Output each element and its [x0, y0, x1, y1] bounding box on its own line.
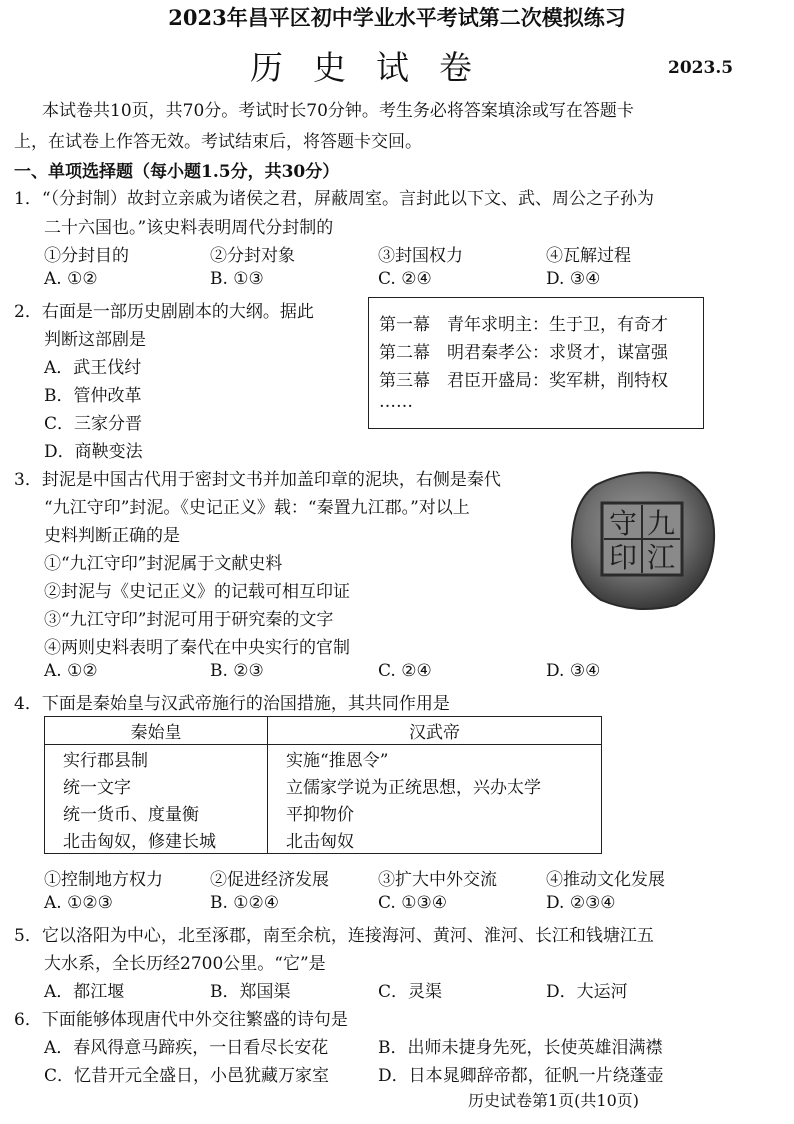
q5-option-b[interactable]: B．郑国渠: [210, 982, 291, 1002]
seal-glyph-2: 江: [646, 541, 676, 574]
q1-option-a[interactable]: A. ①②: [44, 269, 98, 289]
q4-stem: 4．下面是秦始皇与汉武帝施行的治国措施，其共同作用是: [14, 694, 450, 714]
q6-option-d[interactable]: D．日本晁卿辞帝都，征帆一片绕蓬壶: [378, 1066, 664, 1086]
section-heading: 一、单项选择题（每小题1.5分，共30分）: [14, 162, 340, 182]
q3-item-1: ①“九江守印”封泥属于文献史料: [44, 554, 283, 574]
q2-stem-2: 判断这部剧是: [44, 330, 146, 350]
seal-glyph-3: 守: [608, 507, 638, 540]
q3-option-c[interactable]: C. ②④: [378, 661, 432, 681]
table-row: [45, 826, 602, 854]
q1-stem-2: 二十六国也。”该史料表明周代分封制的: [44, 218, 334, 238]
play-act-1: 第一幕 青年求明主：生于卫，有奇才: [379, 315, 668, 335]
table-row: [45, 799, 602, 826]
play-act-3: 第三幕 君臣开盛局：奖军耕，削特权: [379, 371, 668, 391]
q5-option-c[interactable]: C．灵渠: [378, 982, 443, 1002]
q6-stem: 6．下面能够体现唐代中外交往繁盛的诗句是: [14, 1010, 348, 1030]
q3-option-d[interactable]: D. ③④: [546, 661, 601, 681]
play-act-2: 第二幕 明君秦孝公：求贤才，谋富强: [379, 343, 668, 363]
exam-title: 2023年昌平区初中学业水平考试第二次模拟练习: [168, 5, 626, 30]
q3-item-2: ②封泥与《史记正义》的记载可相互印证: [44, 582, 350, 602]
q4-table: [44, 716, 602, 854]
table-cell: 北击匈奴: [268, 826, 602, 854]
q1-option-b[interactable]: B. ①③: [210, 269, 264, 289]
paper-title: 历史试卷: [250, 48, 502, 87]
table-cell: 平抑物价: [268, 799, 602, 826]
q4-option-b[interactable]: B. ①②④: [210, 893, 280, 913]
q1-option-d[interactable]: D. ③④: [546, 269, 601, 289]
q4-option-a[interactable]: A. ①②③: [44, 893, 113, 913]
q4-header-han: 汉武帝: [268, 717, 602, 745]
q1-item-2: ②分封对象: [210, 246, 295, 266]
q1-item-4: ④瓦解过程: [546, 246, 631, 266]
q5-stem-1: 5．它以洛阳为中心，北至涿郡，南至余杭，连接海河、黄河、淮河、长江和钱塘江五: [14, 926, 654, 946]
table-cell: 北击匈奴，修建长城: [45, 826, 268, 854]
q4-option-c[interactable]: C. ①③④: [378, 893, 447, 913]
q3-item-3: ③“九江守印”封泥可用于研究秦的文字: [44, 610, 334, 630]
q6-option-c[interactable]: C．忆昔开元全盛日，小邑犹藏万家室: [44, 1066, 330, 1086]
q2-option-c[interactable]: C．三家分晋: [44, 414, 143, 434]
clay-seal-image: [566, 465, 718, 613]
q5-stem-2: 大水系，全长历经2700公里。“它”是: [44, 954, 326, 974]
q6-option-b[interactable]: B．出师未捷身先死，长使英雄泪满襟: [378, 1038, 663, 1058]
q5-option-a[interactable]: A．都江堰: [44, 982, 125, 1002]
q3-stem-3: 史料判断正确的是: [44, 526, 180, 546]
q4-item-4: ④推动文化发展: [546, 870, 665, 890]
q2-option-a[interactable]: A．武王伐纣: [44, 358, 142, 378]
q3-item-4: ④两则史料表明了秦代在中央实行的官制: [44, 638, 350, 658]
q3-stem-1: 3．封泥是中国古代用于密封文书并加盖印章的泥块，右侧是秦代: [14, 470, 501, 490]
table-cell: 立儒家学说为正统思想，兴办太学: [268, 772, 602, 799]
q1-option-c[interactable]: C. ②④: [378, 269, 432, 289]
q4-item-1: ①控制地方权力: [44, 870, 163, 890]
q3-stem-2: “九江守印”封泥。《史记正义》载：“秦置九江郡。”对以上: [44, 498, 470, 518]
q5-option-d[interactable]: D．大运河: [546, 982, 628, 1002]
play-ellipsis: ……: [379, 392, 413, 412]
q4-header-qin: 秦始皇: [45, 717, 268, 745]
q3-option-a[interactable]: A. ①②: [44, 661, 98, 681]
exam-date: 2023.5: [668, 58, 734, 78]
q2-stem-1: 2．右面是一部历史剧剧本的大纲。据此: [14, 302, 314, 322]
q3-option-b[interactable]: B. ②③: [210, 661, 264, 681]
seal-glyph-1: 九: [646, 507, 676, 540]
table-row: [45, 745, 602, 773]
table-cell: 统一货币、度量衡: [45, 799, 268, 826]
q2-option-b[interactable]: B．管仲改革: [44, 386, 142, 406]
table-cell: 统一文字: [45, 772, 268, 799]
q1-stem-1: 1．“（分封制）故封立亲戚为诸侯之君，屏蔽周室。言封此以下文、武、周公之子孙为: [14, 189, 655, 209]
page-footer: 历史试卷第1页(共10页): [468, 1091, 640, 1110]
q4-option-d[interactable]: D. ②③④: [546, 893, 616, 913]
q1-item-3: ③封国权力: [378, 246, 463, 266]
q4-item-3: ③扩大中外交流: [378, 870, 497, 890]
instructions-line-1: 本试卷共10页，共70分。考试时长70分钟。考生务必将答案填涂或写在答题卡: [42, 101, 634, 121]
table-cell: 实行郡县制: [45, 745, 268, 773]
q4-item-2: ②促进经济发展: [210, 870, 329, 890]
instructions-line-2: 上，在试卷上作答无效。考试结束后，将答题卡交回。: [14, 132, 422, 152]
q6-option-a[interactable]: A．春风得意马蹄疾，一日看尽长安花: [44, 1038, 329, 1058]
q2-option-d[interactable]: D．商鞅变法: [44, 442, 143, 462]
table-row: [45, 772, 602, 799]
seal-glyph-4: 印: [608, 541, 638, 574]
play-outline-box: [368, 297, 704, 429]
q1-item-1: ①分封目的: [44, 246, 129, 266]
table-cell: 实施“推恩令”: [268, 745, 602, 773]
